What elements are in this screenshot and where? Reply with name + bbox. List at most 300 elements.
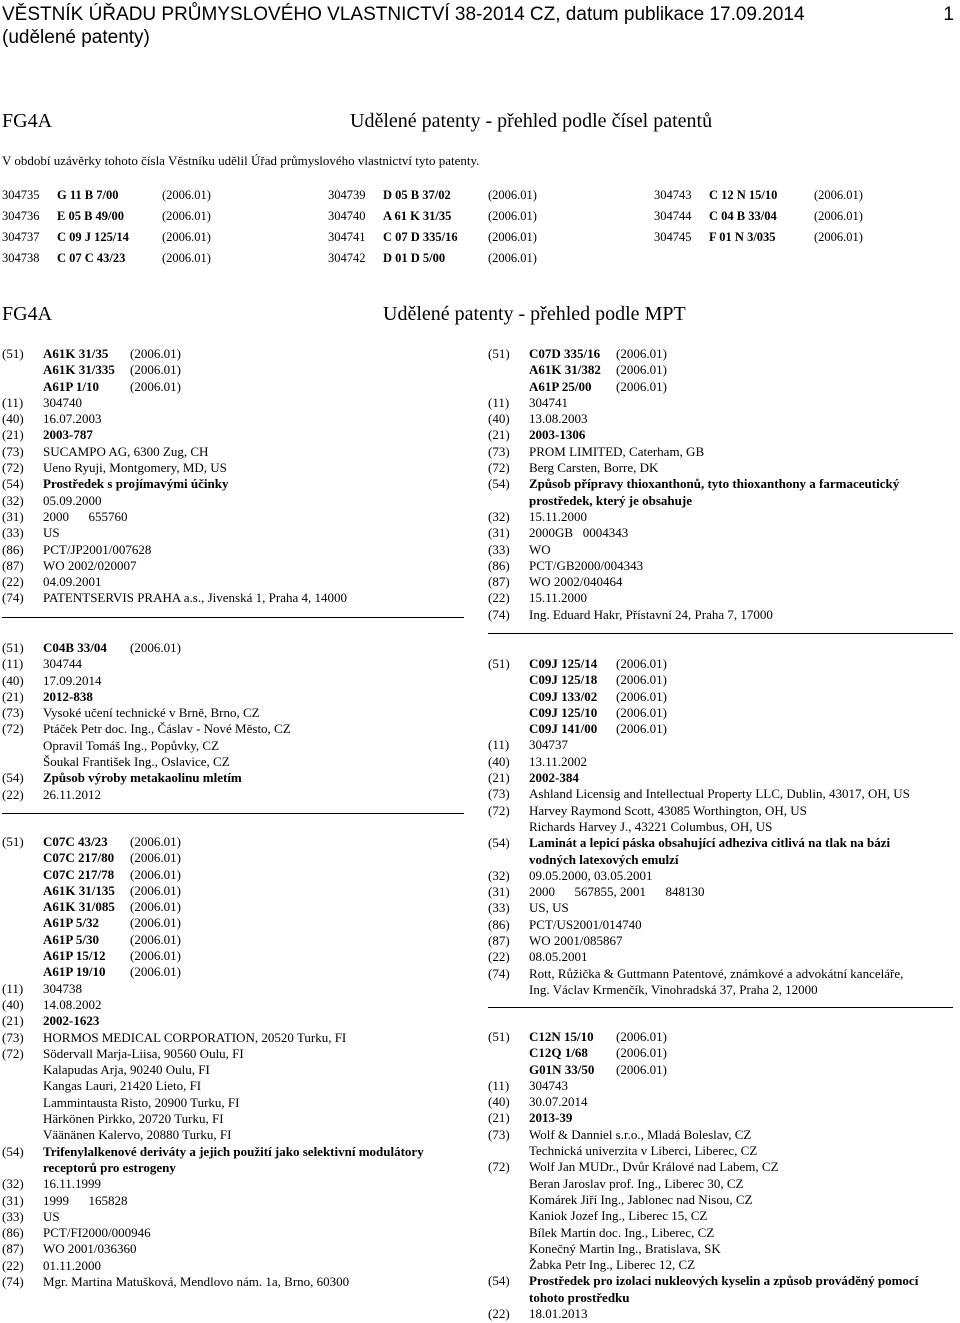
record-value: 08.05.2001 [529, 949, 588, 965]
classification-version: (2006.01) [616, 656, 667, 671]
record-value: 13.08.2003 [529, 411, 588, 427]
record-line [2, 1013, 472, 1029]
patent-index-entry [2, 185, 322, 206]
classification-version: (2006.01) [130, 915, 181, 931]
patent-number: 304744 [654, 209, 692, 223]
record-line [488, 982, 958, 998]
record-line [2, 834, 472, 850]
record-line [488, 672, 958, 688]
inid-code: (72) [488, 460, 510, 476]
record-value: 18.01.2013 [529, 1306, 588, 1322]
classification-version: (2006.01) [616, 1029, 667, 1044]
record-line [2, 981, 472, 997]
record-value: C07C 217/78 [43, 866, 115, 882]
inid-code: (33) [488, 541, 510, 557]
record-value: 2000 567855, 2001 848130 [529, 884, 705, 900]
record-line [2, 705, 472, 721]
page-number: 1 [943, 4, 954, 25]
inid-code: (51) [488, 1029, 510, 1044]
record-value: A61K 31/382 [529, 362, 601, 378]
record-line [488, 949, 958, 965]
record-line [2, 1127, 472, 1143]
inid-code: (22) [2, 786, 24, 802]
record-value: PROM LIMITED, Caterham, GB [529, 443, 705, 459]
inid-code: (72) [488, 1159, 510, 1175]
record-value: Způsob přípravy thioxanthonů, tyto thioxanthony a farmaceutický [529, 476, 900, 492]
record-line [2, 1209, 472, 1225]
classification-version: (2006.01) [130, 850, 181, 866]
record-value: US [43, 1208, 60, 1224]
patent-number: 304737 [2, 230, 40, 244]
classification: D 01 D 5/00 [383, 251, 446, 265]
record-value: 26.11.2012 [43, 786, 102, 802]
record-value: 09.05.2000, 03.05.2001 [529, 867, 653, 883]
inid-code: (73) [488, 443, 510, 459]
record-value: PCT/FI2000/000946 [43, 1225, 151, 1241]
classification-version: (2006.01) [130, 866, 181, 882]
inid-code: (22) [488, 949, 510, 965]
patent-index-entry [2, 227, 322, 248]
record-value: A61P 15/12 [43, 948, 106, 964]
inid-code: (32) [2, 1176, 24, 1192]
inid-code: (54) [488, 835, 510, 851]
record-line [488, 1192, 958, 1208]
record-line [2, 558, 472, 574]
record-value: Mgr. Martina Matušková, Mendlovo nám. 1a, Brno, 60300 [43, 1274, 350, 1290]
record-line [488, 819, 958, 835]
inid-code: (73) [488, 1126, 510, 1142]
record-line [488, 558, 958, 574]
record-value: G01N 33/50 [529, 1061, 595, 1077]
record-value: Beran Jaroslav prof. Ing., Liberec 30, CZ [529, 1175, 744, 1191]
record-value: Ing. Václav Krmenčík, Vinohradská 37, Praha 2, 12000 [529, 981, 818, 997]
record-line [2, 444, 472, 460]
inid-code: (87) [488, 574, 510, 590]
classification-version: (2006.01) [616, 672, 667, 688]
record-line [2, 899, 472, 915]
record-value: Trifenylalkenové deriváty a jejich použití jako selektivní modulátory [43, 1143, 424, 1159]
record-value: tohoto prostředku [529, 1289, 630, 1305]
record-line [488, 607, 958, 623]
record-value: 2013-39 [529, 1110, 573, 1126]
inid-code: (40) [2, 411, 24, 427]
record-line [2, 770, 472, 786]
classification-version: (2006.01) [616, 721, 667, 737]
record-line [2, 915, 472, 931]
record-line [2, 1095, 472, 1111]
classification-version: (2006.01) [814, 188, 863, 202]
record-line [2, 689, 472, 705]
record-divider [488, 633, 953, 634]
patent-number: 304740 [328, 209, 366, 223]
classification: F 01 N 3/035 [709, 230, 776, 244]
record-line [488, 721, 958, 737]
record-line [488, 427, 958, 443]
record-line [2, 883, 472, 899]
record-line [2, 590, 472, 606]
record-line [2, 362, 472, 378]
record-line [2, 673, 472, 689]
record-value: Härkönen Pirkko, 20720 Turku, FI [43, 1111, 224, 1127]
record-value: 2002-384 [529, 770, 579, 786]
record-line [488, 1306, 958, 1322]
patent-index-entry [2, 206, 322, 227]
record-line [488, 460, 958, 476]
bulletin-header [2, 3, 957, 49]
record-line [488, 1045, 958, 1061]
record-value: WO 2001/085867 [529, 933, 623, 949]
record-value: Lammintausta Risto, 20900 Turku, FI [43, 1094, 240, 1110]
classification-version: (2006.01) [616, 346, 667, 361]
header-title: VĚSTNÍK ÚŘADU PRŮMYSLOVÉHO VLASTNICTVÍ 38-2014 CZ, datum publikace 17.09.2014 [2, 4, 805, 25]
record-value: US [43, 525, 60, 541]
record-value: 304744 [43, 656, 82, 672]
classification-version: (2006.01) [616, 1045, 667, 1061]
record-line [2, 427, 472, 443]
record-line [488, 786, 958, 802]
record-line [488, 770, 958, 786]
classification-version: (2006.01) [162, 188, 211, 202]
patent-index-column-2 [328, 185, 648, 269]
patent-record-304740 [2, 346, 472, 607]
inid-code: (87) [488, 933, 510, 949]
record-line [2, 509, 472, 525]
inid-code: (22) [488, 590, 510, 606]
inid-code: (86) [488, 916, 510, 932]
patent-index-entry [328, 248, 648, 269]
inid-code: (54) [488, 476, 510, 492]
classification-version: (2006.01) [130, 640, 181, 655]
record-line [488, 917, 958, 933]
patent-number: 304741 [328, 230, 366, 244]
classification: G 11 B 7/00 [57, 188, 119, 202]
record-line [488, 1094, 958, 1110]
inid-code: (40) [2, 996, 24, 1012]
record-line [488, 1273, 958, 1289]
record-line [2, 1176, 472, 1192]
inid-code: (21) [2, 427, 24, 443]
inid-code: (31) [2, 1192, 24, 1208]
record-value: Kaniok Jozef Ing., Liberec 15, CZ [529, 1208, 708, 1224]
record-value: C09J 125/10 [529, 704, 598, 720]
record-line [488, 852, 958, 868]
classification-version: (2006.01) [616, 1061, 667, 1077]
record-line [488, 900, 958, 916]
inid-code: (51) [2, 834, 24, 849]
inid-code: (11) [488, 394, 510, 410]
record-line [488, 476, 958, 492]
classification: C 12 N 15/10 [709, 188, 778, 202]
record-line [2, 850, 472, 866]
classification-version: (2006.01) [130, 882, 181, 898]
inid-code: (40) [488, 753, 510, 769]
section2-code: FG4A [2, 303, 53, 325]
classification-version: (2006.01) [130, 931, 181, 947]
classification-version: (2006.01) [162, 251, 211, 265]
record-line [488, 835, 958, 851]
record-line [488, 362, 958, 378]
inid-code: (40) [488, 1094, 510, 1110]
record-value: C09J 133/02 [529, 688, 598, 704]
record-line [2, 395, 472, 411]
record-value: Komárek Jiří Ing., Jablonec nad Nisou, CZ [529, 1191, 753, 1207]
record-value: Opravil Tomáš Ing., Popůvky, CZ [43, 737, 220, 753]
record-line [2, 738, 472, 754]
classification-version: (2006.01) [616, 378, 667, 394]
section1-code: FG4A [2, 110, 53, 132]
classification-version: (2006.01) [488, 251, 537, 265]
record-value: 01.11.2000 [43, 1257, 102, 1273]
patent-number: 304745 [654, 230, 692, 244]
record-value: Rott, Růžička & Guttmann Patentové, známkové a advokátní kanceláře, [529, 965, 904, 981]
record-value: A61P 1/10 [43, 378, 99, 394]
classification-version: (2006.01) [616, 688, 667, 704]
classification: C 07 D 335/16 [383, 230, 458, 244]
record-value: C07C 43/23 [43, 834, 108, 849]
record-line [488, 933, 958, 949]
record-value: WO [529, 541, 551, 557]
inid-code: (73) [2, 705, 24, 721]
inid-code: (86) [2, 1225, 24, 1241]
record-line [2, 1225, 472, 1241]
inid-code: (86) [488, 557, 510, 573]
inid-code: (51) [488, 656, 510, 671]
inid-code: (74) [2, 590, 24, 606]
patent-number: 304735 [2, 188, 40, 202]
record-line [488, 509, 958, 525]
record-line [2, 867, 472, 883]
inid-code: (22) [2, 574, 24, 590]
patent-index-entry [654, 185, 954, 206]
patent-index-entry [2, 248, 322, 269]
inid-code: (11) [2, 980, 24, 996]
record-line [2, 721, 472, 737]
record-value: Richards Harvey J., 43221 Columbus, OH, US [529, 818, 773, 834]
inid-code: (54) [488, 1273, 510, 1289]
record-line [2, 1274, 472, 1290]
classification-version: (2006.01) [130, 948, 181, 964]
classification-version: (2006.01) [488, 209, 537, 223]
record-value: A61K 31/135 [43, 882, 115, 898]
record-line [2, 542, 472, 558]
record-line [488, 966, 958, 982]
record-line [488, 1241, 958, 1257]
record-line [2, 1160, 472, 1176]
inid-code: (51) [2, 640, 24, 655]
record-value: prostředek, který je obsahuje [529, 492, 692, 508]
classification-version: (2006.01) [814, 209, 863, 223]
record-value: PATENTSERVIS PRAHA a.s., Jivenská 1, Praha 4, 14000 [43, 590, 347, 606]
record-line [488, 705, 958, 721]
record-value: 2000 655760 [43, 508, 128, 524]
patent-record-304741 [488, 346, 958, 623]
inid-code: (11) [2, 656, 24, 672]
record-line [488, 379, 958, 395]
record-value: 304741 [529, 394, 568, 410]
record-line [488, 884, 958, 900]
inid-code: (72) [488, 802, 510, 818]
inid-code: (74) [488, 606, 510, 622]
record-value: C09J 125/18 [529, 672, 598, 688]
record-line [488, 395, 958, 411]
record-value: 05.09.2000 [43, 492, 102, 508]
record-value: US, US [529, 900, 569, 916]
record-line [488, 1029, 958, 1045]
inid-code: (21) [488, 427, 510, 443]
record-value: Södervall Marja-Liisa, 90560 Oulu, FI [43, 1045, 244, 1061]
inid-code: (32) [488, 508, 510, 524]
record-value: A61K 31/35 [43, 346, 109, 361]
patent-index-entry [328, 227, 648, 248]
record-value: A61P 25/00 [529, 378, 592, 394]
classification-version: (2006.01) [130, 378, 181, 394]
record-value: 30.07.2014 [529, 1094, 588, 1110]
record-value: Žabka Petr Ing., Liberec 12, CZ [529, 1257, 696, 1273]
inid-code: (72) [2, 460, 24, 476]
record-line [488, 803, 958, 819]
patent-index-column-1 [2, 185, 322, 269]
record-value: 16.07.2003 [43, 411, 102, 427]
record-value: C07D 335/16 [529, 346, 601, 361]
patent-record-304738 [2, 834, 472, 1290]
patent-number: 304743 [654, 188, 692, 202]
record-value: C12Q 1/68 [529, 1045, 588, 1061]
record-value: 304743 [529, 1077, 568, 1093]
record-value: Laminát a lepicí páska obsahující adheziva citlivá na tlak na bázi [529, 835, 891, 851]
inid-code: (54) [2, 476, 24, 492]
patent-index-entry [654, 206, 954, 227]
record-value: Prostředek s projímavými účinky [43, 476, 229, 492]
record-line [2, 1258, 472, 1274]
record-line [488, 411, 958, 427]
record-value: 2000GB 0004343 [529, 525, 629, 541]
record-value: 304737 [529, 737, 568, 753]
inid-code: (72) [2, 1045, 24, 1061]
record-line [2, 460, 472, 476]
record-value: Vysoké učení technické v Brně, Brno, CZ [43, 705, 260, 721]
record-value: 15.11.2000 [529, 508, 588, 524]
record-value: A61K 31/085 [43, 899, 115, 915]
record-value: Ptáček Petr doc. Ing., Čáslav - Nové Město, CZ [43, 721, 291, 737]
record-line [2, 997, 472, 1013]
record-line [488, 590, 958, 606]
classification-version: (2006.01) [488, 188, 537, 202]
section2-title: Udělené patenty - přehled podle MPT [383, 303, 686, 325]
inid-code: (73) [488, 786, 510, 802]
inid-code: (51) [488, 346, 510, 361]
record-line [488, 1078, 958, 1094]
classification-version: (2006.01) [488, 230, 537, 244]
record-line [2, 932, 472, 948]
record-line [488, 1143, 958, 1159]
record-line [2, 640, 472, 656]
record-value: C07C 217/80 [43, 850, 115, 866]
record-line [2, 787, 472, 803]
record-divider [488, 1007, 953, 1008]
record-value: A61P 5/30 [43, 931, 99, 947]
inid-code: (54) [2, 1143, 24, 1159]
classification: E 05 B 49/00 [57, 209, 125, 223]
patent-record-304744 [2, 640, 472, 803]
section1-intro: V období uzávěrky tohoto čísla Věstníku udělil Úřad průmyslového vlastnictví tyto patenty. [2, 153, 480, 168]
classification-version: (2006.01) [130, 834, 181, 849]
record-value: 2003-1306 [529, 427, 586, 443]
record-value: Harvey Raymond Scott, 43085 Worthington, OH, US [529, 802, 807, 818]
record-value: 15.11.2000 [529, 590, 588, 606]
record-line [2, 574, 472, 590]
record-value: PCT/GB2000/004343 [529, 557, 644, 573]
record-value: Konečný Martin Ing., Bratislava, SK [529, 1240, 721, 1256]
patent-index-entry [328, 185, 648, 206]
record-value: 2003-787 [43, 427, 93, 443]
classification-version: (2006.01) [814, 230, 863, 244]
record-line [2, 1030, 472, 1046]
classification: A 61 K 31/35 [383, 209, 452, 223]
classification-version: (2006.01) [162, 230, 211, 244]
record-value: 304740 [43, 394, 82, 410]
record-line [488, 1176, 958, 1192]
inid-code: (73) [2, 1029, 24, 1045]
record-value: C09J 141/00 [529, 721, 598, 737]
record-value: HORMOS MEDICAL CORPORATION, 20520 Turku, FI [43, 1029, 347, 1045]
record-line [488, 493, 958, 509]
inid-code: (22) [2, 1257, 24, 1273]
record-divider [2, 617, 464, 618]
record-value: WO 2002/040464 [529, 574, 623, 590]
record-value: PCT/US2001/014740 [529, 916, 642, 932]
record-divider [2, 813, 464, 814]
record-line [488, 574, 958, 590]
inid-code: (40) [2, 672, 24, 688]
patent-number: 304739 [328, 188, 366, 202]
record-value: 04.09.2001 [43, 574, 102, 590]
record-value: Ashland Licensig and Intellectual Property LLC, Dublin, 43017, OH, US [529, 786, 910, 802]
record-line [2, 476, 472, 492]
inid-code: (54) [2, 770, 24, 786]
inid-code: (21) [2, 688, 24, 704]
classification: C 09 J 125/14 [57, 230, 129, 244]
inid-code: (87) [2, 1241, 24, 1257]
record-value: Šoukal František Ing., Oslavice, CZ [43, 754, 230, 770]
inid-code: (40) [488, 411, 510, 427]
inid-code: (11) [488, 737, 510, 753]
patent-number: 304736 [2, 209, 40, 223]
record-value: A61P 19/10 [43, 964, 106, 980]
classification-version: (2006.01) [616, 704, 667, 720]
header-subtitle: (udělené patenty) [2, 27, 150, 48]
record-value: 2002-1623 [43, 1013, 100, 1029]
record-value: 13.11.2002 [529, 753, 588, 769]
record-value: 14.08.2002 [43, 996, 102, 1012]
inid-code: (32) [488, 867, 510, 883]
record-line [2, 493, 472, 509]
record-value: Berg Carsten, Borre, DK [529, 460, 659, 476]
patent-index-column-3 [654, 185, 954, 248]
record-value: C04B 33/04 [43, 640, 107, 655]
record-value: Kalapudas Arja, 90240 Oulu, FI [43, 1062, 210, 1078]
record-line [2, 948, 472, 964]
record-line [488, 1257, 958, 1273]
record-line [2, 411, 472, 427]
record-line [488, 689, 958, 705]
record-value: Wolf Jan MUDr., Dvůr Králové nad Labem, CZ [529, 1159, 779, 1175]
record-value: Väänänen Kalervo, 20880 Turku, FI [43, 1127, 232, 1143]
record-value: receptorů pro estrogeny [43, 1159, 176, 1175]
classification-version: (2006.01) [130, 362, 181, 378]
inid-code: (31) [488, 884, 510, 900]
record-value: A61K 31/335 [43, 362, 115, 378]
inid-code: (87) [2, 557, 24, 573]
